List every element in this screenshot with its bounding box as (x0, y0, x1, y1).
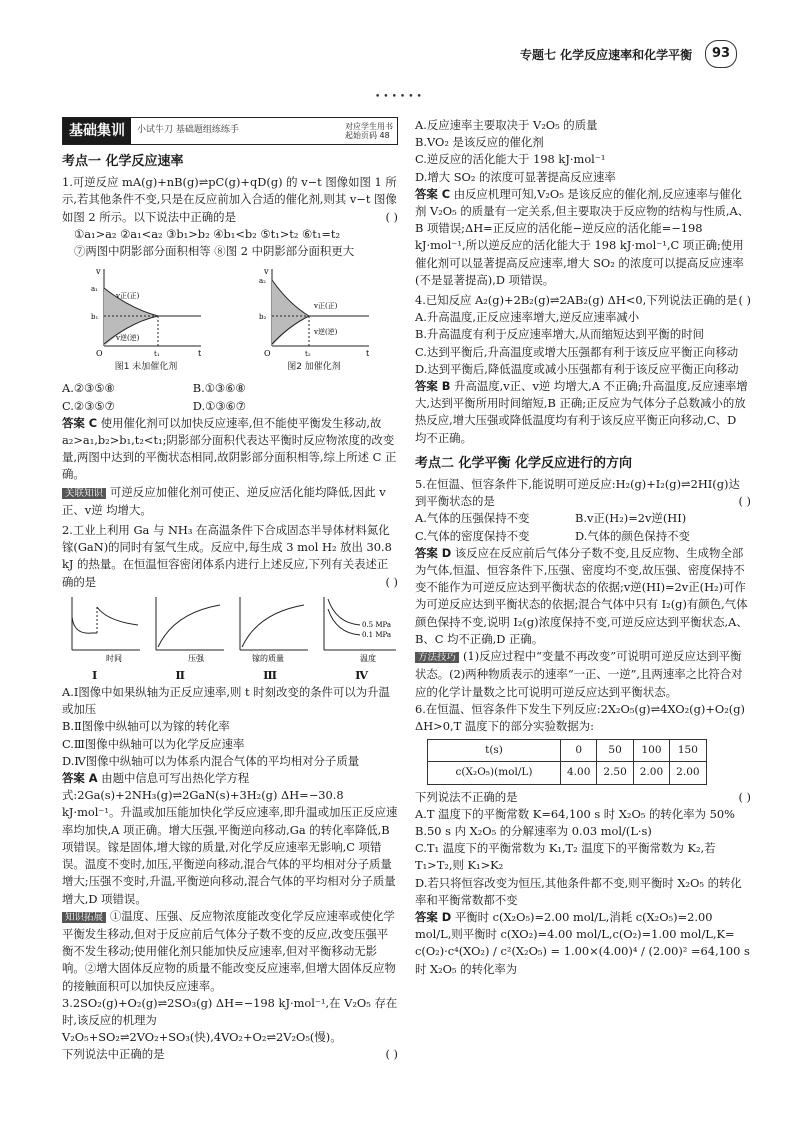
q2-figure-labels (62, 667, 398, 684)
table-cell: 4.00 (561, 762, 597, 784)
svg-text:0.1 MPa: 0.1 MPa (362, 630, 392, 639)
q1-figure-1-caption: 图1 未加催化剂 (114, 362, 178, 373)
banner-note-2: 起始页码 48 (345, 131, 390, 140)
q6-option-D: D.若只将恒容改变为恒压,其他条件都不变,则平衡时 X₂O₅ 的转化率和平衡常数都不变 (415, 875, 742, 907)
banner-note (345, 122, 397, 140)
table-row (428, 740, 707, 762)
q4-answer: 答案 B 升高温度,v正、v逆 均增大,A 不正确;升高温度,反应速率增大,达到平衡所用时间缩短,B 正确;正反应为气体分子总数减小的放热反应,增大压强或降低温度均有利于该反应平衡正向移动,C、D 均不正确。 (415, 379, 748, 445)
q4-option-B: B.升高温度有利于反应速率增大,从而缩短达到平衡的时间 (415, 327, 704, 342)
svg-text:v正(正): v正(正) (314, 302, 338, 311)
q2-graph-3 (230, 595, 310, 667)
svg-text:t: t (366, 349, 370, 359)
svg-text:v: v (264, 267, 269, 277)
q6-option-A: A.T 温度下的平衡常数 K=64,100 s 时 X₂O₅ 的转化率为 50% (415, 806, 735, 821)
q2-option-A: A.Ⅰ图像中如果纵轴为正反应速率,则 t 时刻改变的条件可以为升温或加压 (62, 685, 390, 717)
q1-figure-2 (254, 264, 374, 376)
table-cell: 2.50 (597, 762, 633, 784)
svg-text:t₂: t₂ (305, 350, 311, 359)
table-cell: 50 (597, 740, 633, 762)
q5-method: 方法技巧 (1)反应过程中“变量不再改变”可说明可逆反应达到平衡状态。(2)两种物质表示的速率“一正、一逆”,且两速率之比符合对应的化学计量数之比可说明可逆反应达到平衡状态。 (415, 649, 743, 699)
section-banner (62, 117, 398, 145)
svg-text:v: v (96, 267, 101, 277)
q2-option-C: C.Ⅲ图像中纵轴可以为化学反应速率 (62, 736, 245, 751)
svg-text:v逆(逆): v逆(逆) (116, 334, 140, 343)
q2-graph-2 (146, 595, 226, 667)
svg-text:压强: 压强 (188, 653, 204, 663)
q4-option-A: A.升高温度,正反应速率增大,逆反应速率减小 (415, 310, 640, 325)
svg-text:a₁: a₁ (91, 285, 98, 294)
q2-knowledge: 知识拓展 ①温度、压强、反应物浓度能改变化学反应速率或使化学平衡发生移动,但对于反应前后气体分子数不变的反应,改变压强平衡不发生移动;使用催化剂只能加快反应速率,但对平衡移动无影响。②增大固体反应物的质量不能改变反应速率,但增大固体反应物的接触面积可以加快反应速率。 (62, 908, 396, 993)
left-column (62, 117, 398, 1064)
q1-graph-1 (86, 264, 206, 359)
q5-stem: 5.在恒温、恒容条件下,能说明可逆反应:H₂(g)+I₂(g)⇌2HI(g)达到平衡状态的是 ( ) (415, 477, 751, 509)
banner-subtitle: 小试牛刀 基础题组练练手 (137, 125, 239, 136)
q3-option-A: A.反应速率主要取决于 V₂O₅ 的质量 (415, 118, 598, 132)
q2-graph-1 (62, 595, 142, 667)
q2-answer: 答案 A 由题中信息可写出热化学方程式:2Ga(s)+2NH₃(g)⇌2GaN(s)+3H₂(g) ΔH=−30.8 kJ·mol⁻¹。升温或加压能加快化学反应速率,即升温或加压正反应速率均加快,A 项正确。增大压强,平衡逆向移动,Ga 的转化率降低,B 项错误。镓是固体,增大镓的质量,对化学反应速率无影响,C 项错误。温度不变时,加压,平衡逆向移动,混合气体的平均相对分子质量增大;压强不变时,升温,平衡逆向移动,混合气体的平均相对分子质量增大,D 项错误。 (62, 771, 398, 906)
q3-option-D: D.增大 SO₂ 的浓度可显著提高反应速率 (415, 169, 616, 184)
header-dots: •••••• (375, 92, 425, 102)
q5-options-CD: C.气体的密度保持不变 D.气体的颜色保持不变 (415, 528, 690, 543)
svg-text:v逆(逆): v逆(逆) (314, 328, 338, 337)
banner-note-1: 对应学生用书 (345, 122, 393, 131)
table-cell: 100 (633, 740, 669, 762)
q5-answer: 答案 D 该反应在反应前后气体分子数不变,且反应物、生成物全部为气体,恒温、恒容条件下,压强、密度均不变,故压强、密度保持不变不能作为可逆反应达到平衡状态的依据;v逆(HI)=2v正(H₂)可作为可逆反应达到平衡状态的依据;混合气体中只有 I₂(g)有颜色,气体颜色保持不变,说明 I₂(g)浓度保持不变,可逆反应达到平衡状态,A、B、C 均不正确,D 正确。 (415, 545, 748, 646)
q6-stem: 6.在恒温、恒容条件下发生下列反应:2X₂O₅(g)⇌4XO₂(g)+O₂(g) ΔH>0,T 温度下的部分实验数据为: (415, 701, 745, 733)
q3-answer: 答案 C 由反应机理可知,V₂O₅ 是该反应的催化剂,反应速率与催化剂 V₂O₅ 的质量有一定关系,但主要取决于反应物的结构与性质,A、B 项错误;ΔH=正反应的活化能−逆反应的活化能=−198 kJ·mol⁻¹,所以逆反应的活化能大于 198 kJ·mol⁻¹,C 项正确;使用催化剂可以显著提高反应速率,增大 SO₂ 的浓度可以提高反应速率(不是显著提高),D 项错误。 (415, 186, 750, 287)
q1-options-CD: C.②③⑤⑦ D.①③⑥⑦ (62, 398, 246, 413)
q6-answer: 答案 D 平衡时 c(X₂O₅)=2.00 mol/L,消耗 c(X₂O₅)=2.00 mol/L,则平衡时 c(XO₂)=4.00 mol/L,c(O₂)=1.00 mol/L,K= (415, 909, 735, 942)
svg-text:t: t (198, 349, 202, 359)
q4-stem: 4.已知反应 A₂(g)+2B₂(g)⇌2AB₂(g) ΔH<0,下列说法正确的是 ( ) (415, 293, 751, 308)
table-cell: 0 (561, 740, 597, 762)
q6-ask: 下列说法不正确的是 ( ) (415, 789, 751, 804)
svg-text:a₂: a₂ (259, 277, 266, 286)
q2-label-1: Ⅰ (92, 667, 98, 682)
svg-text:0.5 MPa: 0.5 MPa (362, 620, 392, 629)
q2-label-2: Ⅱ (175, 667, 186, 682)
table-cell: c(X₂O₅)(mol/L) (428, 762, 561, 784)
svg-text:O: O (264, 349, 271, 359)
q6-option-C: C.T₁ 温度下的平衡常数为 K₁,T₂ 温度下的平衡常数为 K₂,若 T₁>T₂,则 K₁>K₂ (415, 841, 716, 873)
page-number: 93 (705, 40, 737, 68)
table-cell: t(s) (428, 740, 561, 762)
section-heading-2: 考点二 化学平衡 化学反应进行的方向 (415, 455, 633, 471)
banner-title: 基础集训 (63, 118, 131, 144)
svg-text:b₂: b₂ (259, 313, 267, 322)
table-cell: 2.00 (670, 762, 706, 784)
q6-option-B: B.50 s 内 X₂O₅ 的分解速率为 0.03 mol/(L·s) (415, 823, 652, 838)
q6-formula: c(O₂)·c⁴(XO₂) / c²(X₂O₅) = 1.00×(4.00)⁴ / (2.00)² =64,100 s 时 X₂O₅ 的转化率为 (415, 944, 750, 976)
q1-options-line2: ⑦两图中阴影部分面积相等 ⑧图 2 中阴影部分面积更大 (74, 244, 355, 259)
q1-figure-2-caption: 图2 加催化剂 (287, 362, 341, 373)
q1-stem: 1.可逆反应 mA(g)+nB(g)⇌pC(g)+qD(g) 的 v−t 图像如图 1 所示,若其他条件不变,只是在反应前加入合适的催化剂,则其 v−t 图像如图 2 所示。以下说法中正确的是 ( ) (62, 175, 398, 224)
svg-text:v正(正): v正(正) (116, 292, 140, 301)
q2-stem: 2.工业上利用 Ga 与 NH₃ 在高温条件下合成固态半导体材料氮化镓(GaN)的同时有氢气生成。反应中,每生成 3 mol H₂ 放出 30.8 kJ 的热量。在恒温恒容密闭体系内进行上述反应,下列有关表述正确的是 ( ) (62, 523, 398, 589)
section-heading-1: 考点一 化学反应速率 (62, 154, 184, 169)
q6-data-table (427, 739, 707, 784)
q2-figures (62, 595, 398, 667)
q1-figures (62, 264, 398, 376)
table-cell: 2.00 (633, 762, 669, 784)
q1-graph-2 (254, 264, 374, 359)
q3-stem: 3.2SO₂(g)+O₂(g)⇌2SO₃(g) ΔH=−198 kJ·mol⁻¹,在 V₂O₅ 存在时,该反应的机理为 V₂O₅+SO₂⇌2VO₂+SO₃(快),4VO₂+O₂⇌2V₂O₅(慢)。 (62, 995, 398, 1045)
q3-ask: 下列说法中正确的是 ( ) (62, 1047, 398, 1062)
q5-options-AB: A.气体的压强保持不变 B.v正(H₂)=2v逆(HI) (415, 511, 687, 526)
q1-options-AB: A.②③⑤⑧ B.①③⑥⑧ (62, 381, 246, 396)
svg-text:t₁: t₁ (154, 350, 160, 359)
q1-answer: 答案 C 使用催化剂可以加快反应速率,但不能使平衡发生移动,故 a₂>a₁,b₂>b₁,t₂<t₁;阴影部分面积代表达平衡时反应物浓度的改变量,两图中达到的平衡状态相同,故阴影部分面积相等,综上所述 C 正确。 (62, 415, 397, 482)
q2-graph-4 (314, 595, 398, 667)
svg-text:O: O (96, 349, 103, 359)
svg-text:温度: 温度 (360, 653, 376, 663)
q4-option-C: C.达到平衡后,升高温度或增大压强都有利于该反应平衡正向移动 (415, 344, 739, 359)
q1-options-line1: ①a₁>a₂ ②a₁<a₂ ③b₁>b₂ ④b₁<b₂ ⑤t₁>t₂ ⑥t₁=t₂ (74, 226, 341, 241)
q3-option-C: C.逆反应的活化能大于 198 kJ·mol⁻¹ (415, 152, 606, 167)
q1-figure-1 (86, 264, 206, 376)
q2-label-4: Ⅳ (355, 667, 368, 682)
q2-option-D: D.Ⅳ图像中纵轴可以为体系内混合气体的平均相对分子质量 (62, 753, 360, 768)
svg-text:b₁: b₁ (91, 313, 99, 322)
q2-label-3: Ⅲ (263, 667, 277, 682)
q2-option-B: B.Ⅱ图像中纵轴可以为镓的转化率 (62, 719, 230, 734)
table-cell: 150 (670, 740, 706, 762)
right-column (415, 117, 751, 978)
running-header: 专题七 化学反应速率和化学平衡 (520, 48, 693, 62)
q4-option-D: D.达到平衡后,降低温度或减小压强都有利于该反应平衡正向移动 (415, 361, 739, 376)
q3-option-B: B.VO₂ 是该反应的催化剂 (415, 135, 544, 150)
svg-text:时间: 时间 (106, 653, 122, 663)
svg-text:镓的质量: 镓的质量 (252, 653, 284, 663)
table-row (428, 762, 707, 784)
q1-knowledge: 关联知识 可逆反应加催化剂可使正、逆反应活化能均降低,因此 v正、v逆 均增大。 (62, 484, 386, 517)
